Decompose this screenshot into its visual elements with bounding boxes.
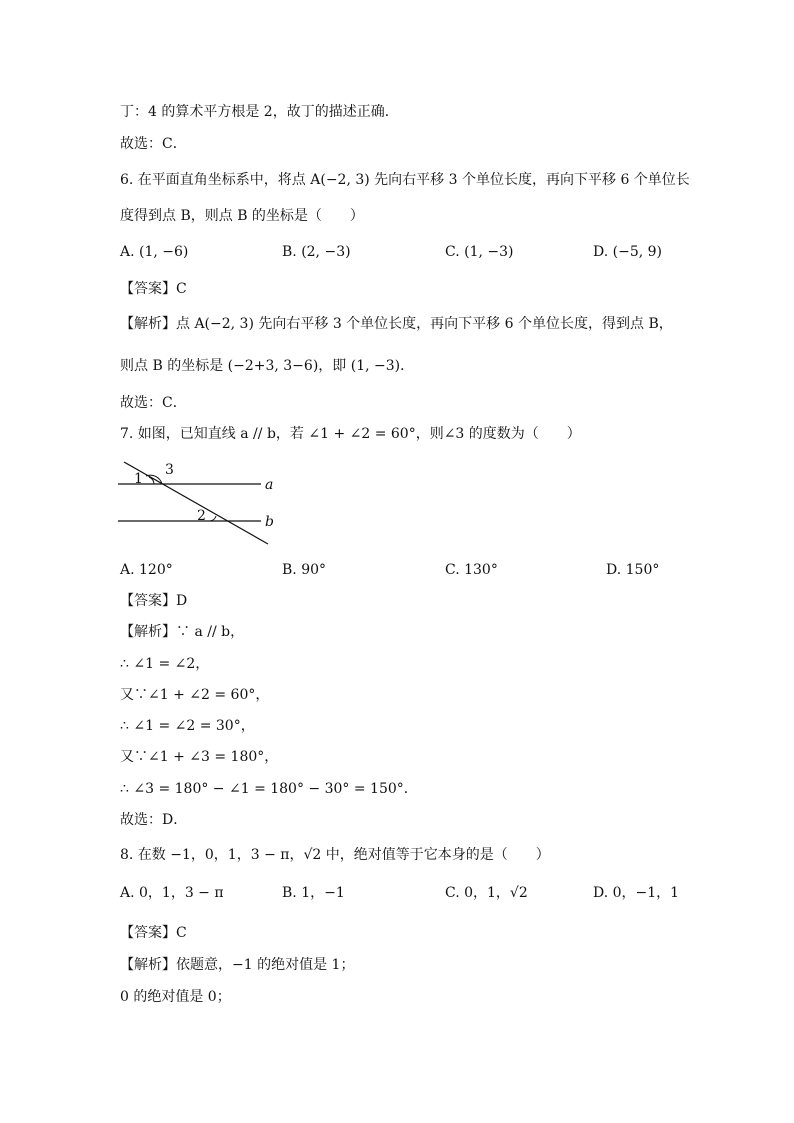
angle-1-label: 1 [134,471,143,487]
q6-option-b: B. (2, −3) [282,244,351,260]
line-a-label: a [265,477,274,493]
q6-answer: 【答案】C [120,281,187,297]
q7-parallel-lines-figure [118,458,288,550]
q8-option-d: D. 0，−1，1 [593,885,680,901]
angle-2-arc [210,516,216,521]
q8-analysis-line2: 0 的绝对值是 0； [120,989,231,1005]
q6-choice: 故选：C． [120,395,187,411]
line-b-label: b [265,514,274,530]
q8-option-a: A. 0，1，3 − π [120,885,224,901]
q7-answer: 【答案】D [120,593,188,609]
q8-stem: 8. 在数 −1，0，1，3 − π，√2 中，绝对值等于它本身的是（ ） [120,847,550,863]
q8-answer: 【答案】C [120,925,187,941]
q6-option-d: D. (−5, 9) [593,244,662,260]
prev-ding-line: 丁：4 的算术平方根是 2，故丁的描述正确． [120,104,399,120]
q7-analysis-line1: 【解析】∵ a // b， [120,624,245,640]
angle-3-label: 3 [165,462,174,478]
q6-stem-line1: 6. 在平面直角坐标系中，将点 A(−2, 3) 先向右平移 3 个单位长度，再向下平移 6 个单位长 [120,172,690,188]
q6-analysis-line1: 【解析】点 A(−2, 3) 先向右平移 3 个单位长度，再向下平移 6 个单位长度，得到点 B， [120,316,673,332]
q7-analysis-line2: ∴ ∠1 = ∠2， [120,656,210,672]
q8-option-c: C. 0，1，√2 [445,885,528,901]
angle-2-label: 2 [197,508,206,524]
q7-stem: 7. 如图，已知直线 a // b，若 ∠1 + ∠2 = 60°，则∠3 的度数为（ ） [120,426,581,442]
transversal-line [124,462,268,544]
q7-option-a: A. 120° [120,562,173,578]
q7-option-c: C. 130° [445,562,498,578]
q7-choice: 故选：D． [120,812,188,828]
q8-analysis-line1: 【解析】依题意，−1 的绝对值是 1； [120,957,355,973]
q7-analysis-line6: ∴ ∠3 = 180° − ∠1 = 180° − 30° = 150°． [120,781,418,797]
q6-analysis-line2: 则点 B 的坐标是 (−2+3, 3−6)，即 (1, −3)． [120,358,415,374]
q6-option-c: C. (1, −3) [445,244,514,260]
q7-option-d: D. 150° [606,562,660,578]
q7-analysis-line3: 又∵∠1 + ∠2 = 60°， [120,687,270,703]
q8-option-b: B. 1，−1 [282,885,345,901]
q7-analysis-line5: 又∵∠1 + ∠3 = 180°， [120,749,279,765]
q6-option-a: A. (1, −6) [120,244,189,260]
q6-stem-line2: 度得到点 B，则点 B 的坐标是（ ） [120,208,364,224]
prev-choice: 故选：C． [120,136,187,152]
q7-analysis-line4: ∴ ∠1 = ∠2 = 30°， [120,718,255,734]
q7-option-b: B. 90° [282,562,327,578]
